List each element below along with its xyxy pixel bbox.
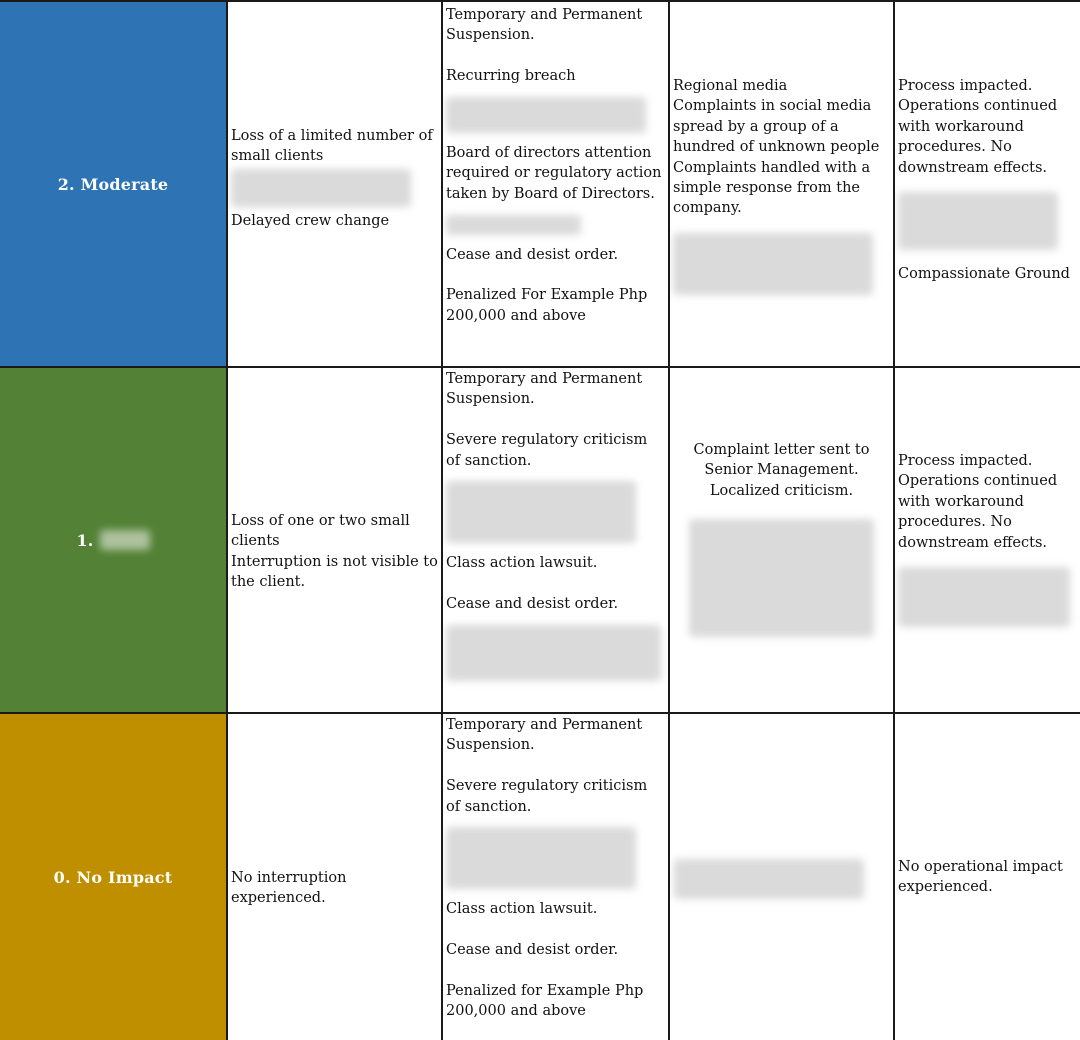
impact-text: Interruption is not visible to the client. [231,553,438,591]
redacted-block [446,481,636,543]
regulatory-text: Cease and desist order. [446,246,619,263]
reputation-text: Complaints in social media spread by a group of a hundred of unknown people [673,98,880,156]
impact-text: Loss of a limited number of small clients [231,128,433,165]
reputation-cell [670,368,895,714]
regulatory-text: Penalized For Example Php 200,000 and above [446,287,648,324]
regulatory-text: Severe regulatory criticism of sanction. [446,778,648,815]
table-row [0,714,1080,1040]
table-row [0,0,1080,368]
regulatory-text: Temporary and Permanent Suspension. [446,7,643,44]
operations-text: Compassionate Ground [898,266,1070,283]
regulatory-cell [443,368,670,714]
redacted-block [674,859,864,899]
impact-text: Loss of one or two small clients [231,513,410,550]
level-label: 2. Moderate [57,174,169,194]
regulatory-cell [443,714,670,1040]
impact-text: Delayed crew change [231,212,390,229]
regulatory-cell [443,0,670,368]
operations-text: Process impacted. Operations continued with workaround procedures. No downstream effects. [898,453,1058,551]
reputation-text: Regional media [673,78,788,94]
level-cell [0,0,228,368]
redacted-block [446,97,646,133]
regulatory-text: Class action lawsuit. [446,901,598,918]
regulatory-text: Temporary and Permanent Suspension. [446,371,643,408]
reputation-text: Complaints handled with a simple response from the company. [673,159,871,217]
impact-cell [228,0,443,368]
redacted-block [689,519,874,637]
level-label: 0. No Impact [53,867,173,887]
table-row [0,368,1080,714]
redacted-block [898,192,1058,250]
reputation-cell [670,714,895,1040]
regulatory-text: Penalized for Example Php 200,000 and above [446,983,644,1020]
level-cell [0,368,228,714]
impact-cell [228,714,443,1040]
redacted-block [898,567,1070,627]
operations-text: No operational impact experienced. [898,859,1063,896]
regulatory-text: Recurring breach [446,68,576,85]
redacted-block [446,215,581,235]
level-cell [0,714,228,1040]
operations-cell [895,0,1080,368]
impact-text: No interruption experienced. [231,870,347,907]
redacted-block [673,233,873,295]
operations-cell [895,368,1080,714]
operations-text: Process impacted. Operations continued with workaround procedures. No downstream effects. [898,78,1058,176]
regulatory-text: Temporary and Permanent Suspension. [446,717,643,754]
regulatory-text: Cease and desist order. [446,942,619,959]
redacted-block [446,625,661,681]
redacted-block [446,827,636,889]
reputation-text: Complaint letter sent to Senior Management. Localized criticism. [693,442,870,499]
level-label: 1. [76,530,94,550]
redacted-block [231,169,411,207]
regulatory-text: Severe regulatory criticism of sanction. [446,432,648,469]
regulatory-text: Class action lawsuit. [446,555,598,572]
impact-cell [228,368,443,714]
redacted-block [100,530,150,550]
regulatory-text: Cease and desist order. [446,596,619,613]
reputation-cell [670,0,895,368]
regulatory-text: Board of directors attention required or regulatory action taken by Board of Directors. [446,145,662,202]
operations-cell [895,714,1080,1040]
